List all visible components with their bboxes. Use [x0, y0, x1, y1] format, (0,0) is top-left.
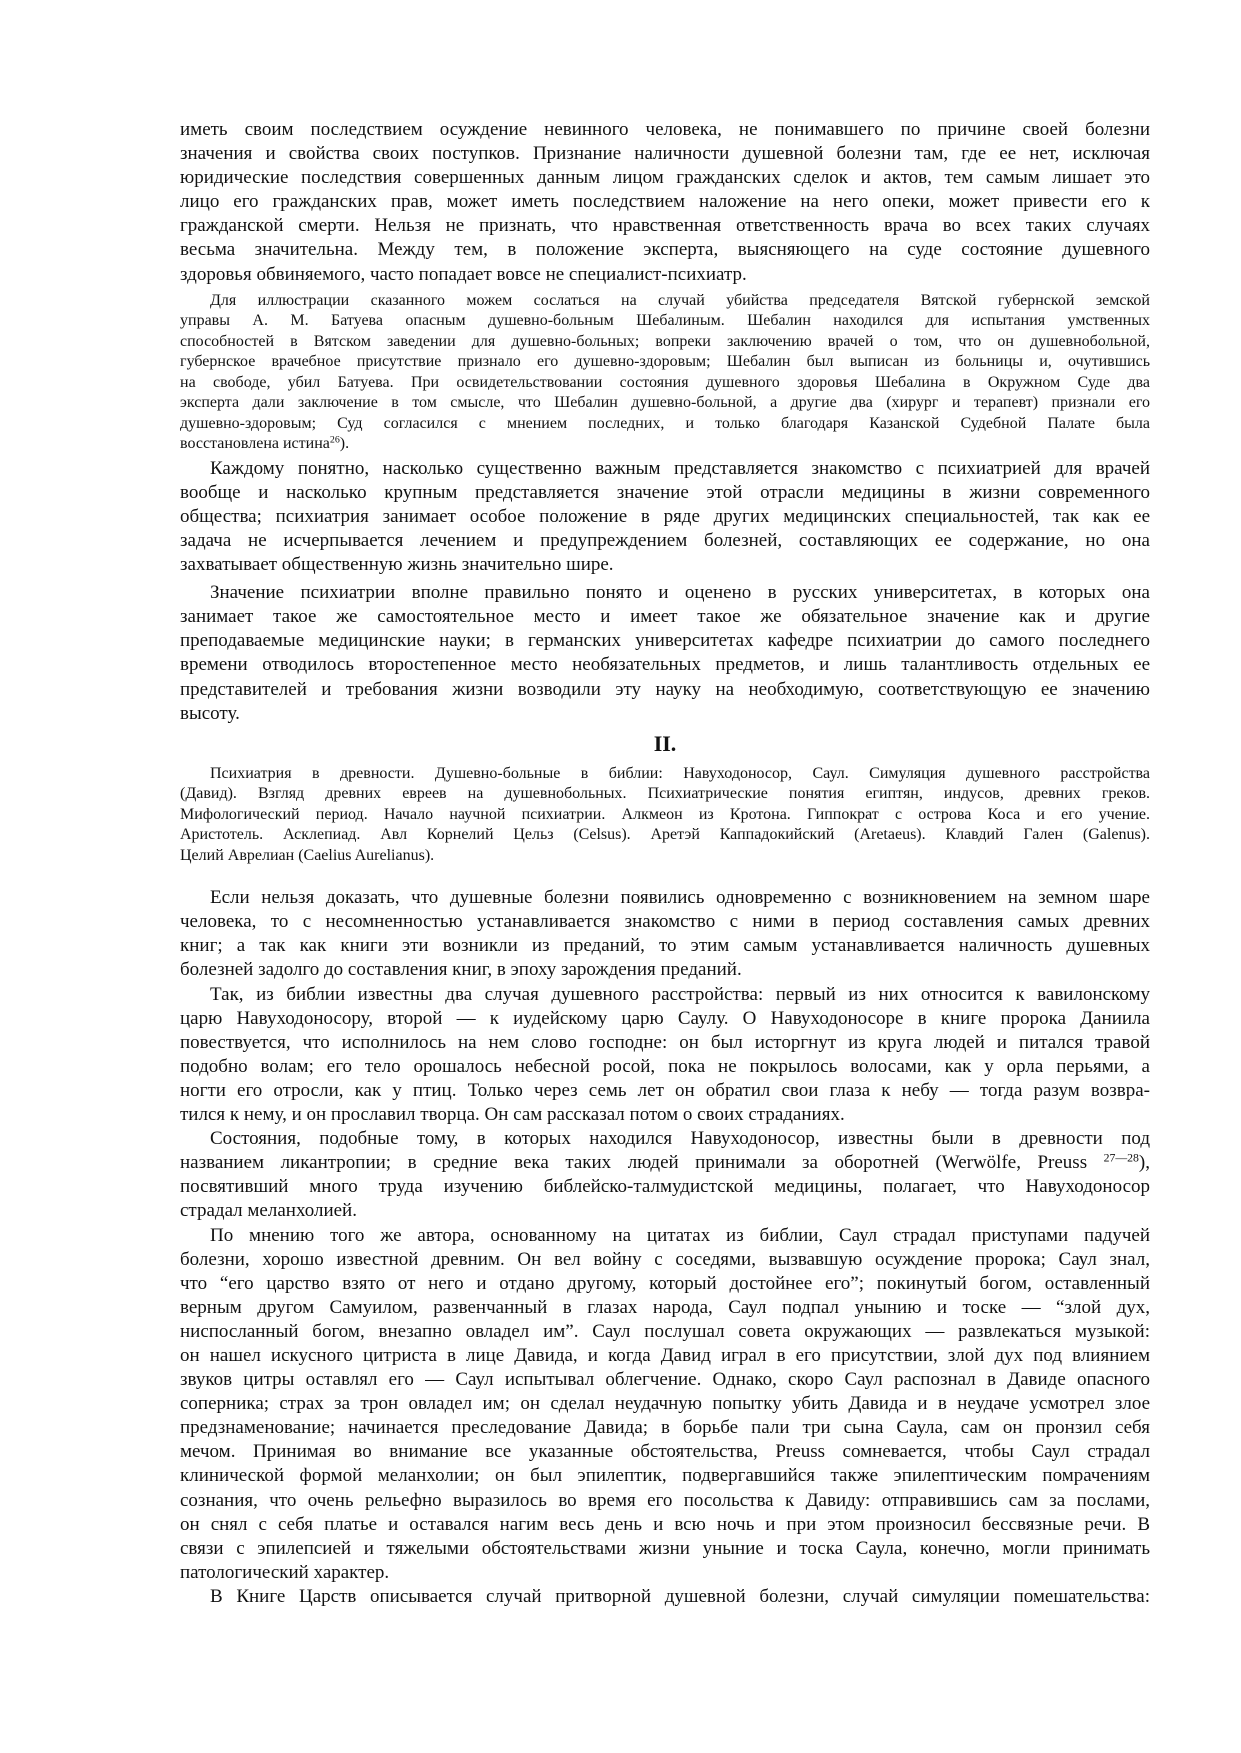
text-line: общества; психиатрия занимает особое положение в ряде других медицинских специальностей, так как ее [180, 505, 1150, 527]
text-line: управы А. М. Батуева опасным душевно-больным Шебалиным. Шебалин находился для испытания умственных [180, 312, 1150, 330]
text-line: иметь своим последствием осуждение невинного человека, не понимавшего по причине своей болезни [180, 119, 1150, 140]
text-line: Значение психиатрии вполне правильно понято и оценено в русских университетах, в которых она [210, 582, 1150, 604]
text-line: здоровья обвиняемого, часто попадает вовсе не специалист-психиатр. [180, 263, 747, 285]
text-line: на свободе, убил Батуева. При освидетельствовании состояния душевного здоровья Шебалина в Окружном Суде два [180, 373, 1150, 391]
text-line: ногти его отросли, как у птиц. Только через семь лет он обратил свои глаза к небу — тогда разум возвра- [180, 1079, 1150, 1101]
text-line: юридические последствия совершенных данным лицом гражданских сделок и актов, тем самым лишает это [180, 167, 1150, 189]
text-line: Аристотель. Асклепиад. Авл Корнелий Цельз (Celsus). Аретэй Каппадокийский (Aretaeus). Клавдий Гален (Galenus). [180, 826, 1150, 844]
text-line: подобно волам; его тело орошалось небесной росой, пока не покрылось волосами, как у орла перьями, а [180, 1055, 1150, 1077]
text-line: царю Навуходоносору, второй — к иудейскому царю Саулу. О Навуходоносоре в книге пророка Даниила [180, 1007, 1150, 1029]
text-line: что “его царство взято от него и отдано другому, который достойнее его”; покинутый богом, оставленный [180, 1272, 1150, 1294]
paragraph [180, 1224, 1150, 1585]
paragraph [180, 457, 1150, 577]
text-line: книг; а так как книги эти возникли из преданий, то этим самым устанавливается наличность душевных [180, 935, 1150, 957]
text-line: Так, из библии известны два случая душевного расстройства: первый из них относится к вавилонскому [210, 983, 1150, 1005]
text-line: времени отводилось второстепенное место необязательных предметов, и лишь талантливость отдельных ее [180, 654, 1150, 676]
text-line: преподаваемые медицинские науки; в германских университетах кафедре психиатрии до самого последнего [180, 630, 1150, 652]
text-line: (Давид). Взгляд древних евреев на душевнобольных. Психиатрические понятия египтян, индусов, древних греков. [180, 785, 1150, 803]
text-line: гражданской смерти. Нельзя не признать, что нравственная ответственность врача во всех таких случаях [180, 215, 1150, 237]
text-line: клинической формой меланхолии; он был эпилептик, подвергавшийся также эпилептическим помрачениям [180, 1465, 1150, 1487]
text-line [180, 1151, 1150, 1175]
text-line: значения и свойства своих поступков. Признание наличности душевной болезни там, где ее нет, исключая [180, 143, 1150, 165]
text-line [180, 434, 1150, 455]
text-line: страдал меланхолией. [180, 1200, 357, 1222]
text-line: человека, то с несомненностью устанавливается знакомство с ними в период составления самых древних [180, 911, 1150, 933]
text-line: представителей и требования жизни возводили эту науку на необходимую, соответствующую ее значению [180, 678, 1150, 700]
paragraph-block-antiquity [180, 886, 1150, 1609]
text-line: Целий Аврелиан (Caelius Aurelianus). [180, 846, 435, 864]
text-line: Мифологический период. Начало научной психиатрии. Алкмеон из Кротона. Гиппократ с острова Коса и его учение. [180, 805, 1150, 823]
paragraph [180, 291, 1150, 455]
text-line: связи с эпилепсией и тяжелыми обстоятельствами жизни уныние и тоска Саула, конечно, могли принимать [180, 1537, 1150, 1559]
text-line: повествуется, что исполнилось на нем слово господне: он был исторгнут из круга людей и питался травой [180, 1031, 1150, 1053]
text-line: высоту. [180, 702, 240, 724]
text-line: мечом. Принимая во внимание все указанные обстоятельства, Preuss сомневается, чтобы Саул страдал [180, 1441, 1150, 1463]
paragraph [180, 1127, 1150, 1223]
text-line: он нашел искусного цитриста в лице Давида, и когда Давид играл в его присутствии, злой дух под влиянием [180, 1344, 1150, 1366]
text-line: способностей в Вятском заведении для душевно-больных; вопреки заключению врачей о том, что он душевнобольной, [180, 332, 1150, 350]
text-line: По мнению того же автора, основанному на цитатах из библии, Саул страдал приступами падучей [210, 1224, 1150, 1246]
section-heading: II. [653, 730, 677, 756]
text-line: болезни, хорошо известной древним. Он вел войну с соседями, вызвавшую осуждение пророка; Саул знал, [180, 1248, 1150, 1270]
text-line: Психиатрия в древности. Душевно-больные в библии: Навуходоносор, Саул. Симуляция душевного расстройства [210, 764, 1150, 782]
paragraph-block-importance [180, 457, 1150, 577]
text-line: лицо его гражданских прав, может иметь последствием наложение на него опеки, может привести его к [180, 191, 1150, 213]
text-line: В Книге Царств описывается случай притворной душевной болезни, случай симуляции помешательства: [210, 1585, 1150, 1607]
text-line: ниспосланный богом, внезапно овладел им”. Саул послушал совета окружающих — развлекаться музыкой: [180, 1320, 1150, 1342]
text-line: губернское врачебное присутствие признало его душевно-здоровым; Шебалин был выписан из больницы и, очутившись [180, 353, 1150, 371]
line-text: названием ликантропии; в средние века таких людей принимали за оборотней (Werwölfe, Preuss [180, 1152, 1104, 1174]
paragraph [180, 886, 1150, 982]
text-line: задача не исчерпывается лечением и предупреждением болезней, составляющих ее содержание, но она [180, 529, 1150, 551]
text-line: весьма значительна. Между тем, в положение эксперта, выясняющего на суде состояние душевного [180, 239, 1150, 261]
footnote-reference: 26 [329, 434, 340, 446]
text-line: вообще и насколько крупным представляется значение этой отрасли медицины в жизни современного [180, 481, 1150, 503]
text-line: посвятивший много труда изучению библейско-талмудистской медицины, полагает, что Навуходоносор [180, 1176, 1150, 1198]
text-line: патологический характер. [180, 1561, 390, 1583]
line-text-tail: ), [1138, 1152, 1150, 1174]
paragraph [180, 764, 1150, 867]
paragraph [180, 118, 1150, 287]
footnote-reference: 27—28 [1103, 1151, 1139, 1165]
paragraph [180, 1585, 1150, 1609]
text-line: верным другом Самуилом, развенчанный в глазах народа, Саул подпал унынию и тоске — “злой дух, [180, 1296, 1150, 1318]
text-line: соперника; страх за трон овладел им; он сделал неудачную попытку убить Давида и в неудаче усмотрел злое [180, 1393, 1150, 1415]
text-line: эксперта дали заключение в том смысле, что Шебалин душевно-больной, а другие два (хирург и терапевт) признали его [180, 394, 1150, 412]
paragraph [180, 983, 1150, 1128]
text-line: он снял с себя платье и оставался нагим весь день и всю ночь и при этом произносил бессвязные речи. В [180, 1513, 1150, 1535]
section-summary [180, 764, 1150, 867]
paragraph-block-legal-consequences [180, 118, 1150, 287]
text-line: Каждому понятно, насколько существенно важным представляется знакомство с психиатрией для врачей [210, 457, 1150, 479]
text-line: Если нельзя доказать, что душевные болезни появились одновременно с возникновением на земном шаре [210, 887, 1150, 909]
line-text-tail: ). [339, 435, 350, 453]
line-text: восстановлена истина [180, 435, 330, 453]
text-line: Для иллюстрации сказанного можем сослаться на случай убийства председателя Вятской губернской земской [210, 291, 1150, 309]
paragraph [180, 581, 1150, 726]
text-line: захватывает общественную жизнь значительно шире. [180, 554, 614, 576]
text-line: тился к нему, и он прославил творца. Он сам рассказал потом о своих страданиях. [180, 1104, 845, 1126]
note-block-shebalin-case [180, 291, 1150, 455]
text-line: занимает такое же самостоятельное место и имеет такое же обязательное значение как и другие [180, 606, 1150, 628]
text-line: предзнаменование; начинается преследование Давида; в борьбе пали три сына Саула, сам он пронзил себя [180, 1417, 1150, 1439]
text-line: болезней задолго до составления книг, в эпоху зарождения преданий. [180, 959, 742, 981]
paragraph-block-universities [180, 581, 1150, 726]
text-line: душевно-здоровым; Суд согласился с мнением последних, и только благодаря Казанской Судебной Палате была [180, 414, 1150, 432]
text-line: Состояния, подобные тому, в которых находился Навуходоносор, известны были в древности под [210, 1128, 1150, 1150]
text-line: звуков цитры оставлял его — Саул испытывал облегчение. Однако, скоро Саул распознал в Давиде опасного [180, 1369, 1150, 1391]
text-line: сознания, что очень рельефно выразилось во время его посольства к Давиду: отправившись сам за послами, [180, 1489, 1150, 1511]
